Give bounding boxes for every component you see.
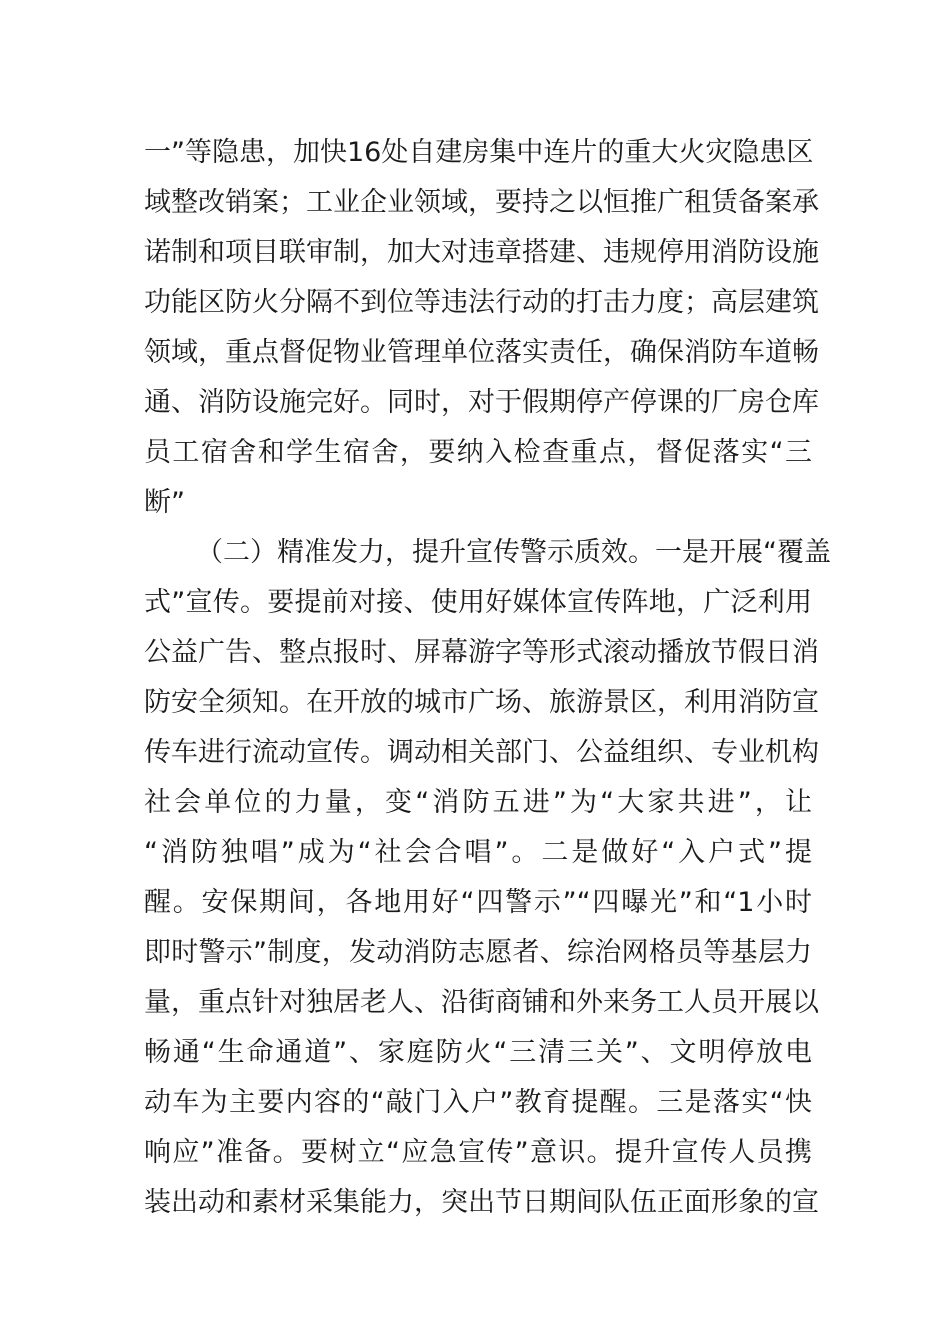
text-line: 领域，重点督促物业管理单位落实责任，确保消防车道畅 (144, 337, 819, 368)
text-line: 通、消防设施完好。同时，对于假期停产停课的厂房仓库 (144, 387, 819, 418)
text-line: 防安全须知。在开放的城市广场、旅游景区，利用消防宣 (144, 687, 819, 718)
section-heading-line: （二）精准发力，提升宣传警示质效。一是开展“覆盖 (196, 537, 831, 568)
text-line: 动车为主要内容的“敲门入户”教育提醒。三是落实“快 (144, 1087, 812, 1118)
text-line: 畅通“生命通道”、家庭防火“三清三关”、文明停放电 (144, 1037, 812, 1068)
text-line: 即时警示”制度，发动消防志愿者、综治网格员等基层力 (144, 937, 812, 968)
text-line: 响应”准备。要树立“应急宣传”意识。提升宣传人员携 (144, 1137, 812, 1168)
text-line: 传车进行流动宣传。调动相关部门、公益组织、专业机构 (144, 737, 819, 768)
text-line: “消防独唱”成为“社会合唱”。二是做好“入户式”提 (144, 837, 812, 868)
text-line: 断” (144, 487, 185, 518)
text-line: 公益广告、整点报时、屏幕游字等形式滚动播放节假日消 (144, 637, 819, 668)
text-line: 式”宣传。要提前对接、使用好媒体宣传阵地，广泛利用 (144, 587, 812, 618)
text-line: 域整改销案；工业企业领域，要持之以恒推广租赁备案承 (144, 187, 819, 218)
text-line: 一”等隐患，加快16处自建房集中连片的重大火灾隐患区 (144, 137, 814, 168)
text-line: 诺制和项目联审制，加大对违章搭建、违规停用消防设施 (144, 237, 819, 268)
text-line: 员工宿舍和学生宿舍，要纳入检查重点，督促落实“三 (144, 437, 812, 468)
text-line: 醒。安保期间，各地用好“四警示”“四曝光”和“1小时 (144, 887, 812, 918)
text-line: 量，重点针对独居老人、沿街商铺和外来务工人员开展以 (144, 987, 819, 1018)
text-line: 社会单位的力量，变“消防五进”为“大家共进”，让 (144, 787, 812, 818)
text-line: 装出动和素材采集能力，突出节日期间队伍正面形象的宣 (144, 1187, 819, 1218)
text-line: 功能区防火分隔不到位等违法行动的打击力度；高层建筑 (144, 287, 819, 318)
